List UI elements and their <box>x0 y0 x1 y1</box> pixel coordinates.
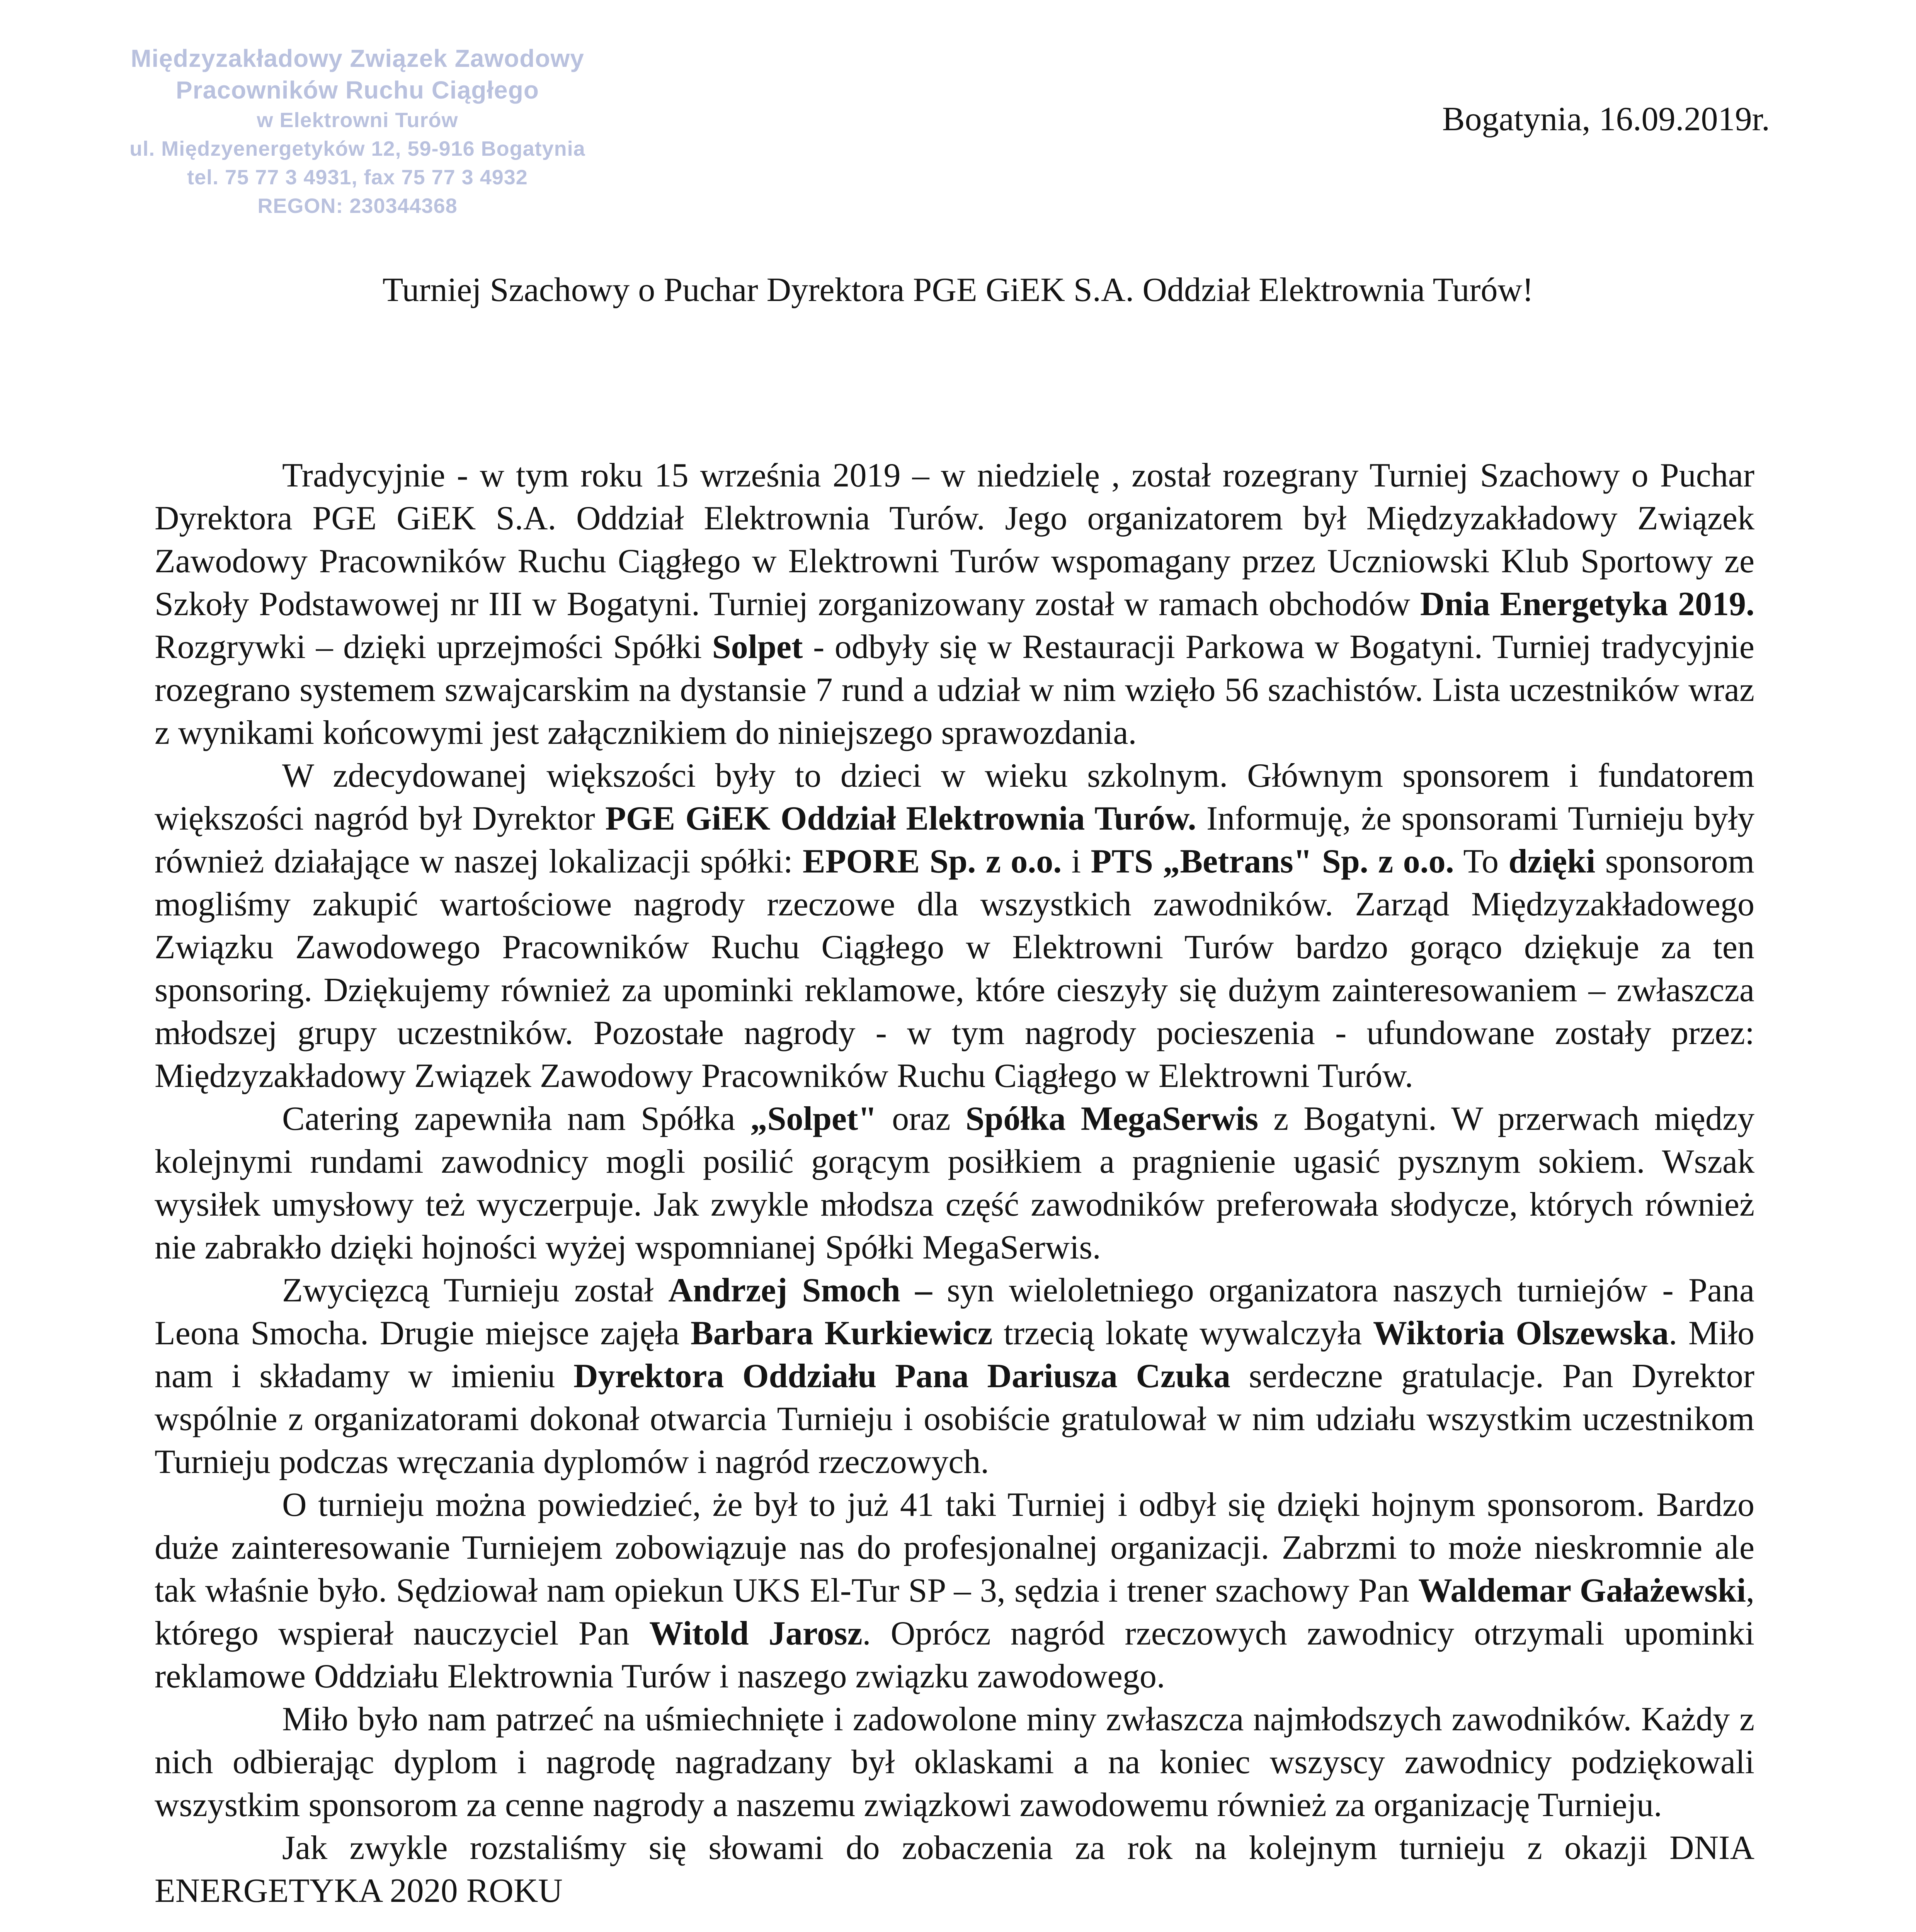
text-run: Tradycyjnie - w tym roku 15 września 2019 – w niedzielę , został rozegrany Turniej Szachowy o Puchar Dyrektora PGE GiEK S.A. Oddział Elektrownia Turów. Jego organizatorem był Międzyzakładowy Związek Zawodowy Pracowników Ruchu Ciągłego w Elektrowni Turów wspomagany przez Uczniowski Klub Sportowy ze Szkoły Podstawowej nr III w Bogatyni. Turniej zorganizowany został w ramach obchodów <box>155 457 1754 623</box>
stamp-line: Międzyzakładowy Związek Zawodowy <box>131 44 584 72</box>
text-run: Miło było nam patrzeć na uśmiechnięte i zadowolone miny zwłaszcza najmłodszych zawodników. Każdy z nich odbierając dyplom i nagrodę nagradzany był oklaskami a na koniec wszyscy zawodnicy podziękowali wszystkim sponsorom za cenne nagrody a naszemu związkowi zawodowemu również za organizację Turnieju. <box>155 1701 1754 1824</box>
text-run: - odbyły się w Restauracji Parkowa w Bogatyni. Turniej tradycyjnie rozegrano systemem szwajcarskim na dystansie 7 rund a udział w nim wzięło 56 szachistów. Lista uczestników wraz z wynikami końcowymi jest załącznikiem do niniejszego sprawozdania. <box>155 628 1754 752</box>
text-run: , którego wspierał nauczyciel Pan <box>155 1572 1755 1652</box>
organization-stamp-header <box>77 43 638 220</box>
text-run: i <box>1062 843 1091 880</box>
body-paragraph <box>155 1698 1754 1827</box>
stamp-line: Pracowników Ruchu Ciągłego <box>176 76 539 104</box>
text-run: To <box>1454 843 1509 880</box>
bold-text-run: Solpet <box>712 628 803 666</box>
document-title: Turniej Szachowy o Puchar Dyrektora PGE GiEK S.A. Oddział Elektrownia Turów! <box>382 271 1534 309</box>
text-run: Zwycięzcą Turnieju został <box>282 1272 669 1309</box>
text-run: . Oprócz nagród rzeczowych zawodnicy otrzymali upominki reklamowe Oddziału Elektrownia Turów i naszego związku zawodowego. <box>155 1615 1755 1695</box>
text-run: trzecią lokatę wywalczyła <box>992 1315 1373 1352</box>
body-paragraph <box>155 1269 1754 1483</box>
bold-text-run: Wiktoria Olszewska <box>1373 1315 1669 1352</box>
bold-text-run: Barbara Kurkiewicz <box>691 1315 993 1352</box>
text-run: serdeczne gratulacje. Pan Dyrektor wspólnie z organizatorami dokonał otwarcia Turnieju i osobiście gratulował w nim udziału wszystkim uczestnikom Turnieju podczas wręczania dyplomów i nagród rzeczowych. <box>155 1357 1755 1481</box>
body-paragraph <box>155 1827 1754 1912</box>
bold-text-run: Witold Jarosz <box>649 1615 863 1652</box>
text-run: oraz <box>877 1100 966 1138</box>
bold-text-run: PTS „Betrans" Sp. z o.o. <box>1091 843 1454 880</box>
text-run: z Bogatyni. W przerwach między kolejnymi rundami zawodnicy mogli posilić gorącym posiłkiem a pragnienie ugasić pysznym sokiem. Wszak wysiłek umysłowy też wyczerpuje. Jak zwykle młodsza część zawodników preferowała słodycze, których również nie zabrakło dzięki hojności wyżej wspomnianej Spółki MegaSerwis. <box>155 1100 1755 1266</box>
bold-text-run: „Solpet" <box>750 1100 877 1138</box>
text-run: Jak zwykle rozstaliśmy się słowami do zobaczenia za rok na kolejnym turnieju z okazji DNIA ENERGETYKA 2020 ROKU <box>155 1829 1754 1910</box>
text-run: W zdecydowanej większości były to dzieci w wieku szkolnym. Głównym sponsorem i fundatorem większości nagród był Dyrektor <box>155 757 1754 837</box>
bold-text-run: PGE GiEK Oddział Elektrownia Turów. <box>605 800 1196 837</box>
body-paragraph <box>155 754 1754 1097</box>
bold-text-run: dzięki <box>1508 843 1596 880</box>
body-paragraph <box>155 1097 1754 1269</box>
text-run: Catering zapewniła nam Spółka <box>282 1100 750 1138</box>
text-run: . Miło nam i składamy w imieniu <box>155 1315 1754 1395</box>
bold-text-run: Dyrektora Oddziału Pana Dariusza Czuka <box>573 1357 1230 1395</box>
text-run: syn wieloletniego organizatora naszych turniejów - Pana Leona Smocha. Drugie miejsce zajęła <box>155 1272 1754 1352</box>
document-date: Bogatynia, 16.09.2019r. <box>1442 100 1770 138</box>
body-paragraph <box>155 1483 1754 1698</box>
text-run: O turnieju można powiedzieć, że był to już 41 taki Turniej i odbył się dzięki hojnym sponsorom. Bardzo duże zainteresowanie Turniejem zobowiązuje nas do profesjonalnej organizacji. Zabrzmi to może nieskromnie ale tak właśnie było. Sędziował nam opiekun UKS El-Tur SP – 3, sędzia i trener szachowy Pan <box>155 1486 1754 1609</box>
stamp-line: w Elektrowni Turów <box>257 109 458 132</box>
body-paragraph <box>155 454 1754 754</box>
bold-text-run: Dnia Energetyka 2019. <box>1420 585 1754 623</box>
bold-text-run: Andrzej Smoch – <box>668 1272 932 1309</box>
stamp-line: tel. 75 77 3 4931, fax 75 77 3 4932 <box>187 166 528 189</box>
bold-text-run: Waldemar Gałażewski <box>1418 1572 1746 1609</box>
document-body <box>155 454 1754 1912</box>
bold-text-run: Spółka MegaSerwis <box>965 1100 1259 1138</box>
text-run: sponsorom mogliśmy zakupić wartościowe nagrody rzeczowe dla wszystkich zawodników. Zarząd Międzyzakładowego Związku Zawodowego Pracowników Ruchu Ciągłego w Elektrowni Turów bardzo gorąco dziękuje za ten sponsoring. Dziękujemy również za upominki reklamowe, które cieszyły się dużym zainteresowaniem – zwłaszcza młodszej grupy uczestników. Pozostałe nagrody - w tym nagrody pocieszenia - ufundowane zostały przez: Międzyzakładowy Związek Zawodowy Pracowników Ruchu Ciągłego w Elektrowni Turów. <box>155 843 1755 1095</box>
stamp-line: REGON: 230344368 <box>257 194 458 218</box>
bold-text-run: EPORE Sp. z o.o. <box>803 843 1062 880</box>
stamp-line: ul. Międzyenergetyków 12, 59-916 Bogatynia <box>129 137 585 160</box>
text-run: Rozgrywki – dzięki uprzejmości Spółki <box>155 628 712 666</box>
text-run: Informuję, że sponsorami Turnieju były również działające w naszej lokalizacji spółki: <box>155 800 1754 880</box>
